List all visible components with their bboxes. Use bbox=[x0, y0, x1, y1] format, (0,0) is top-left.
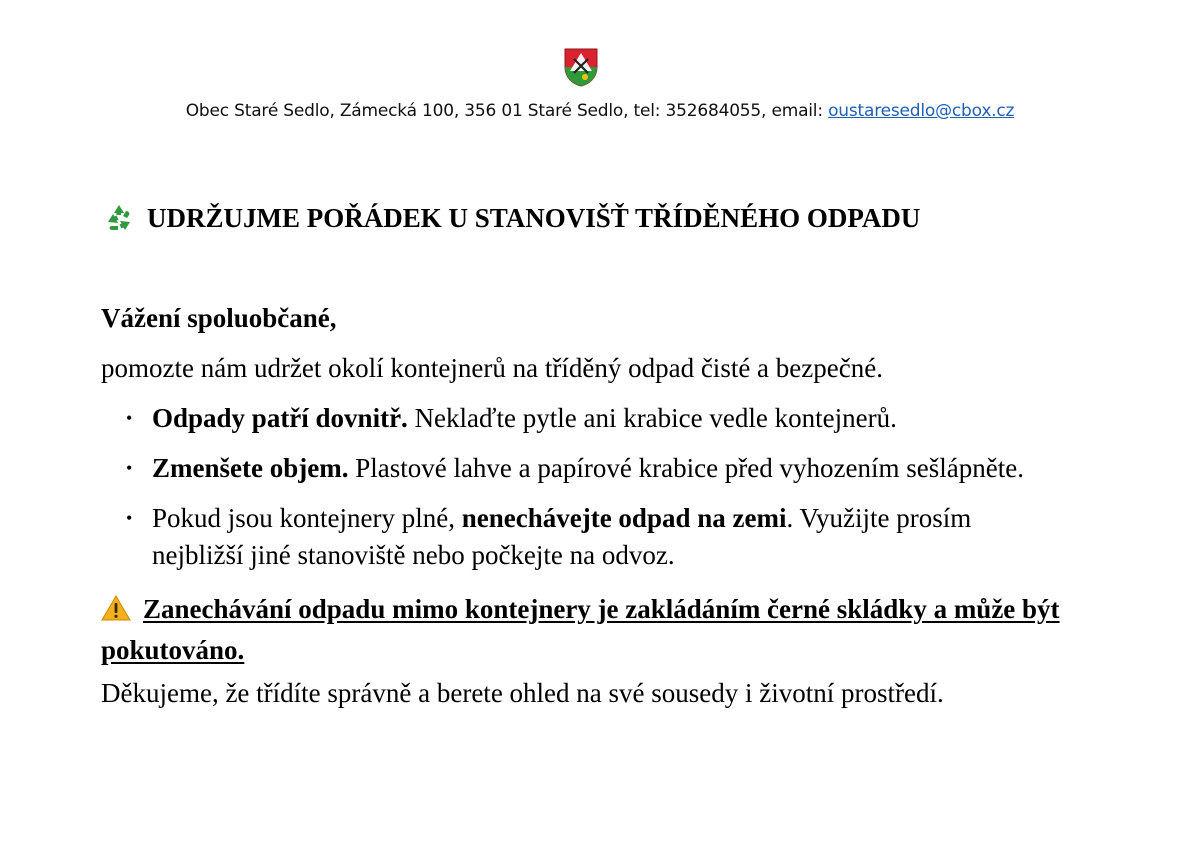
intro-paragraph: pomozte nám udržet okolí kontejnerů na tříděný odpad čisté a bezpečné. bbox=[101, 353, 883, 383]
address-text: Obec Staré Sedlo, Zámecká 100, 356 01 Staré Sedlo, tel: 352684055, email: bbox=[185, 101, 829, 121]
header-address bbox=[0, 101, 1200, 121]
list-item bbox=[101, 500, 1052, 574]
rules-list bbox=[101, 400, 1101, 587]
bullet-marker: • bbox=[126, 508, 133, 528]
email-link[interactable]: oustaresedlo@cbox.cz bbox=[828, 101, 1015, 121]
list-item bbox=[101, 400, 1101, 437]
bullet-text: . Využijte prosím nejbližší jiné stanoviště nebo počkejte na odvoz. bbox=[152, 503, 972, 570]
thanks-paragraph: Děkujeme, že třídíte správně a berete ohled na své sousedy i životní prostředí. bbox=[101, 678, 944, 708]
title-text: UDRŽUJME POŘÁDEK U STANOVIŠŤ TŘÍDĚNÉHO ODPADU bbox=[147, 202, 921, 233]
warning-text: Zanechávání odpadu mimo kontejnery je zakládáním černé skládky a může být pokutováno. bbox=[101, 594, 1060, 665]
bullet-lead: Zmenšete objem. bbox=[152, 453, 349, 483]
recycle-icon bbox=[103, 202, 135, 234]
bullet-text: Plastové lahve a papírové krabice před vyhozením sešlápněte. bbox=[348, 453, 1024, 483]
bullet-marker: • bbox=[126, 458, 133, 478]
warning-icon bbox=[101, 594, 131, 622]
list-item bbox=[101, 450, 1101, 487]
bullet-text: Neklaďte pytle ani krabice vedle kontejnerů. bbox=[407, 403, 897, 433]
page-title bbox=[103, 202, 920, 234]
bullet-emphasis: nenechávejte odpad na zemi bbox=[461, 503, 787, 533]
coat-of-arms-logo bbox=[563, 47, 599, 87]
bullet-marker: • bbox=[126, 408, 133, 428]
warning-notice bbox=[101, 589, 1091, 671]
greeting: Vážení spoluobčané, bbox=[101, 303, 337, 333]
bullet-text: Pokud jsou kontejnery plné, bbox=[152, 503, 462, 533]
bullet-lead: Odpady patří dovnitř. bbox=[152, 403, 408, 433]
